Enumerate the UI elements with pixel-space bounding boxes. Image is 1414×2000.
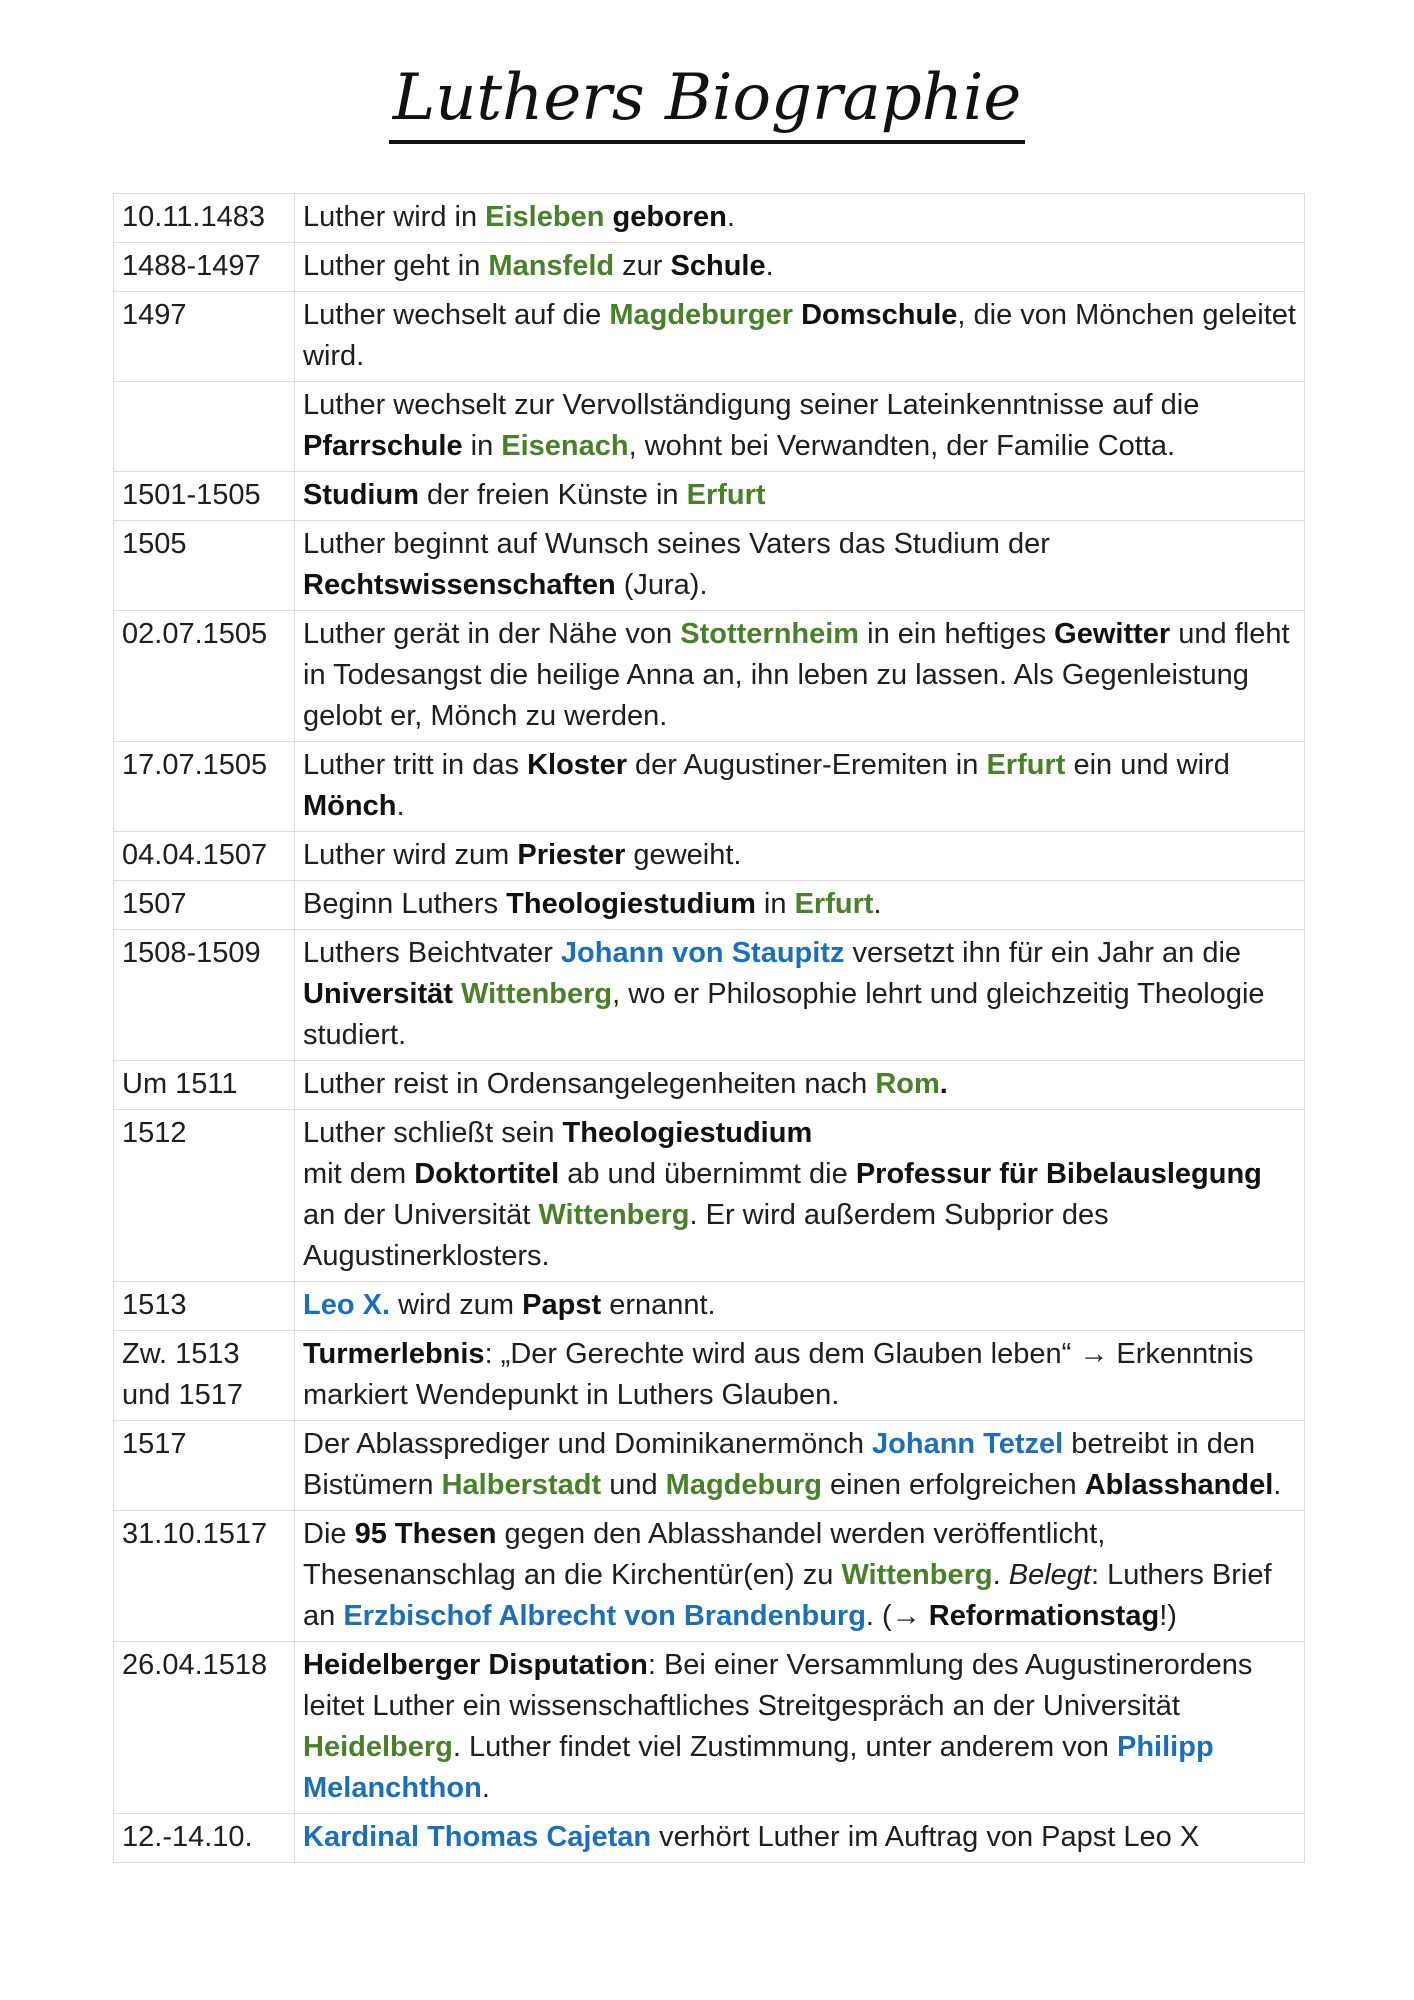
person-name: Philipp Melanchthon: [303, 1731, 1214, 1804]
event-text: .: [726, 201, 735, 233]
table-row: [114, 930, 1305, 1061]
event-text: Luther beginnt auf Wunsch seines Vaters das Studium der: [303, 528, 1050, 560]
table-row: [114, 1061, 1305, 1110]
table-row: [114, 1642, 1305, 1814]
event-text: . (→: [865, 1600, 929, 1632]
event-text: Luther wechselt zur Vervollständigung seiner Lateinkenntnisse auf die: [303, 389, 1200, 421]
event-text: Beginn Luthers: [303, 888, 507, 920]
key-term: Kloster: [527, 749, 627, 781]
key-term: geboren: [612, 201, 727, 233]
key-term: .: [939, 1068, 948, 1100]
person-name: Johann von Staupitz: [560, 937, 845, 969]
date-cell: 1517: [114, 1421, 295, 1511]
date-cell: Um 1511: [114, 1061, 295, 1110]
event-text: . Luther findet viel Zustimmung, unter anderem von: [452, 1731, 1117, 1763]
date-cell: 1501-1505: [114, 472, 295, 521]
table-row: [114, 1814, 1305, 1863]
key-term: Turmerlebnis: [303, 1338, 485, 1370]
event-cell: [295, 382, 1305, 472]
key-term: Rechtswissenschaften: [303, 569, 616, 601]
event-text: [453, 978, 461, 1010]
place-name: Erfurt: [794, 888, 874, 920]
date-cell: 1508-1509: [114, 930, 295, 1061]
date-cell: 10.11.1483: [114, 194, 295, 243]
event-text: .: [1273, 1469, 1282, 1501]
table-row: [114, 611, 1305, 742]
event-text: .: [396, 790, 405, 822]
table-row: [114, 832, 1305, 881]
event-cell: [295, 472, 1305, 521]
person-name: Johann Tetzel: [872, 1428, 1064, 1460]
key-term: Gewitter: [1054, 618, 1171, 650]
key-term: 95 Thesen: [354, 1518, 497, 1550]
event-text: und: [601, 1469, 666, 1501]
event-text: .: [481, 1772, 490, 1804]
date-cell: 02.07.1505: [114, 611, 295, 742]
event-text: : Bei einer Versammlung des Augustinerordens leitet Luther ein wissenschaftliches Streitgespräch an der Universität: [303, 1649, 1253, 1722]
event-cell: [295, 1282, 1305, 1331]
place-name: Eisenach: [501, 430, 629, 462]
event-cell: [295, 1642, 1305, 1814]
event-cell: [295, 194, 1305, 243]
event-cell: [295, 1061, 1305, 1110]
event-text: mit dem: [303, 1158, 415, 1190]
event-cell: [295, 1421, 1305, 1511]
key-term: Professur für Bibelauslegung: [855, 1158, 1262, 1190]
table-row: [114, 472, 1305, 521]
event-text: verhört Luther im Auftrag von Papst Leo X: [651, 1821, 1200, 1853]
place-name: Wittenberg: [538, 1199, 690, 1231]
date-cell: 1488-1497: [114, 243, 295, 292]
date-cell: 1512: [114, 1110, 295, 1282]
date-cell: 1505: [114, 521, 295, 611]
event-text: Der Ablassprediger und Dominikanermönch: [303, 1428, 873, 1460]
event-text: !): [1159, 1600, 1177, 1632]
key-term: Reformationstag: [928, 1600, 1160, 1632]
emphasis-text: Belegt: [1008, 1559, 1091, 1591]
table-row: [114, 1282, 1305, 1331]
event-cell: [295, 611, 1305, 742]
date-cell: 1497: [114, 292, 295, 382]
event-text: gegen den Ablasshandel werden veröffentlicht, Thesenanschlag an die Kirchentür(en) zu: [303, 1518, 1106, 1591]
key-term: Pfarrschule: [303, 430, 463, 462]
date-cell: 1513: [114, 1282, 295, 1331]
event-text: .: [873, 888, 882, 920]
key-term: Universität: [303, 978, 453, 1010]
event-cell: [295, 1511, 1305, 1642]
place-name: Eisleben: [485, 201, 605, 233]
event-cell: [295, 1110, 1305, 1282]
event-cell: [295, 881, 1305, 930]
person-name: Kardinal Thomas Cajetan: [303, 1821, 652, 1853]
event-text: Luther wird zum: [303, 839, 518, 871]
person-name: Leo X.: [303, 1289, 391, 1321]
place-name: Halberstadt: [441, 1469, 602, 1501]
place-name: Heidelberg: [303, 1731, 453, 1763]
table-row: [114, 1331, 1305, 1421]
date-cell: Zw. 1513 und 1517: [114, 1331, 295, 1421]
event-text: wird zum: [390, 1289, 523, 1321]
event-text: . Er wird außerdem Subprior des Augustinerklosters.: [303, 1199, 1109, 1272]
key-term: Heidelberger Disputation: [303, 1649, 648, 1681]
timeline-table: [113, 193, 1305, 1863]
key-term: Domschule: [801, 299, 958, 331]
event-text: der freien Künste in: [419, 479, 687, 511]
event-text: : „Der Gerechte wird aus dem Glauben leben“ → Erkenntnis markiert Wendepunkt in Luthers Glauben.: [303, 1338, 1254, 1411]
place-name: Mansfeld: [488, 250, 615, 282]
event-text: .: [992, 1559, 1009, 1591]
table-row: [114, 521, 1305, 611]
place-name: Wittenberg: [460, 978, 613, 1010]
event-text: einen erfolgreichen: [821, 1469, 1085, 1501]
event-text: : Luthers Brief an: [303, 1559, 1272, 1632]
table-row: [114, 382, 1305, 472]
event-text: Luther wird in: [303, 201, 486, 233]
key-term: Schule: [670, 250, 766, 282]
event-text: versetzt ihn für ein Jahr an die: [844, 937, 1242, 969]
place-name: Erfurt: [986, 749, 1066, 781]
event-text: , wohnt bei Verwandten, der Familie Cotta.: [628, 430, 1176, 462]
event-text: betreibt in den Bistümern: [303, 1428, 1256, 1501]
date-cell: [114, 382, 295, 472]
event-text: Luther reist in Ordensangelegenheiten nach: [303, 1068, 876, 1100]
event-cell: [295, 292, 1305, 382]
date-cell: 04.04.1507: [114, 832, 295, 881]
event-text: in ein heftiges: [859, 618, 1055, 650]
event-text: Die: [303, 1518, 355, 1550]
timeline-body: [114, 194, 1305, 1863]
event-text: , wo er Philosophie lehrt und gleichzeitig Theologie studiert.: [303, 978, 1265, 1051]
event-text: , die von Mönchen geleitet wird.: [303, 299, 1296, 372]
place-name: Magdeburg: [665, 1469, 822, 1501]
place-name: Erfurt: [686, 479, 766, 511]
key-term: Ablasshandel: [1084, 1469, 1274, 1501]
event-text: Luthers Beichtvater: [303, 937, 561, 969]
date-cell: 31.10.1517: [114, 1511, 295, 1642]
key-term: Theologiestudium: [506, 888, 756, 920]
place-name: Stotternheim: [680, 618, 860, 650]
key-term: Papst: [522, 1289, 602, 1321]
date-cell: 26.04.1518: [114, 1642, 295, 1814]
key-term: Doktortitel: [414, 1158, 560, 1190]
event-text: zur: [614, 250, 671, 282]
table-row: [114, 742, 1305, 832]
key-term: Studium: [303, 479, 419, 511]
title-container: [0, 58, 1414, 144]
event-text: .: [765, 250, 774, 282]
page-title: Luthers Biographie: [389, 58, 1026, 144]
table-row: [114, 1110, 1305, 1282]
event-text: ab und übernimmt die: [559, 1158, 856, 1190]
table-row: [114, 1421, 1305, 1511]
event-cell: [295, 1331, 1305, 1421]
person-name: Erzbischof Albrecht von Brandenburg: [343, 1600, 866, 1632]
event-text: [793, 299, 801, 331]
date-cell: 12.-14.10.: [114, 1814, 295, 1863]
event-cell: [295, 832, 1305, 881]
table-row: [114, 243, 1305, 292]
event-text: Luther gerät in der Nähe von: [303, 618, 681, 650]
event-cell: [295, 521, 1305, 611]
key-term: Theologiestudium: [562, 1117, 813, 1149]
event-text: und fleht in Todesangst die heilige Anna an, ihn leben zu lassen. Als Gegenleistung gelobt er, Mönch zu werden.: [303, 618, 1290, 732]
event-text: [604, 201, 612, 233]
event-text: Luther geht in: [303, 250, 489, 282]
table-row: [114, 194, 1305, 243]
key-term: Mönch: [303, 790, 397, 822]
event-cell: [295, 1814, 1305, 1863]
date-cell: 1507: [114, 881, 295, 930]
table-row: [114, 292, 1305, 382]
event-text: der Augustiner-Eremiten in: [626, 749, 987, 781]
event-text: geweiht.: [625, 839, 742, 871]
place-name: Wittenberg: [841, 1559, 993, 1591]
event-text: an der Universität: [303, 1199, 539, 1231]
event-text: in: [462, 430, 502, 462]
table-row: [114, 881, 1305, 930]
event-text: Luther tritt in das: [303, 749, 528, 781]
event-cell: [295, 930, 1305, 1061]
event-text: Luther schließt sein: [303, 1117, 563, 1149]
event-text: ernannt.: [601, 1289, 716, 1321]
event-text: (Jura).: [615, 569, 708, 601]
event-cell: [295, 742, 1305, 832]
place-name: Magdeburger: [609, 299, 793, 331]
table-row: [114, 1511, 1305, 1642]
event-text: Luther wechselt auf die: [303, 299, 610, 331]
event-text: in: [755, 888, 795, 920]
event-text: ein und wird: [1065, 749, 1230, 781]
place-name: Rom: [875, 1068, 940, 1100]
key-term: Priester: [517, 839, 626, 871]
date-cell: 17.07.1505: [114, 742, 295, 832]
event-cell: [295, 243, 1305, 292]
